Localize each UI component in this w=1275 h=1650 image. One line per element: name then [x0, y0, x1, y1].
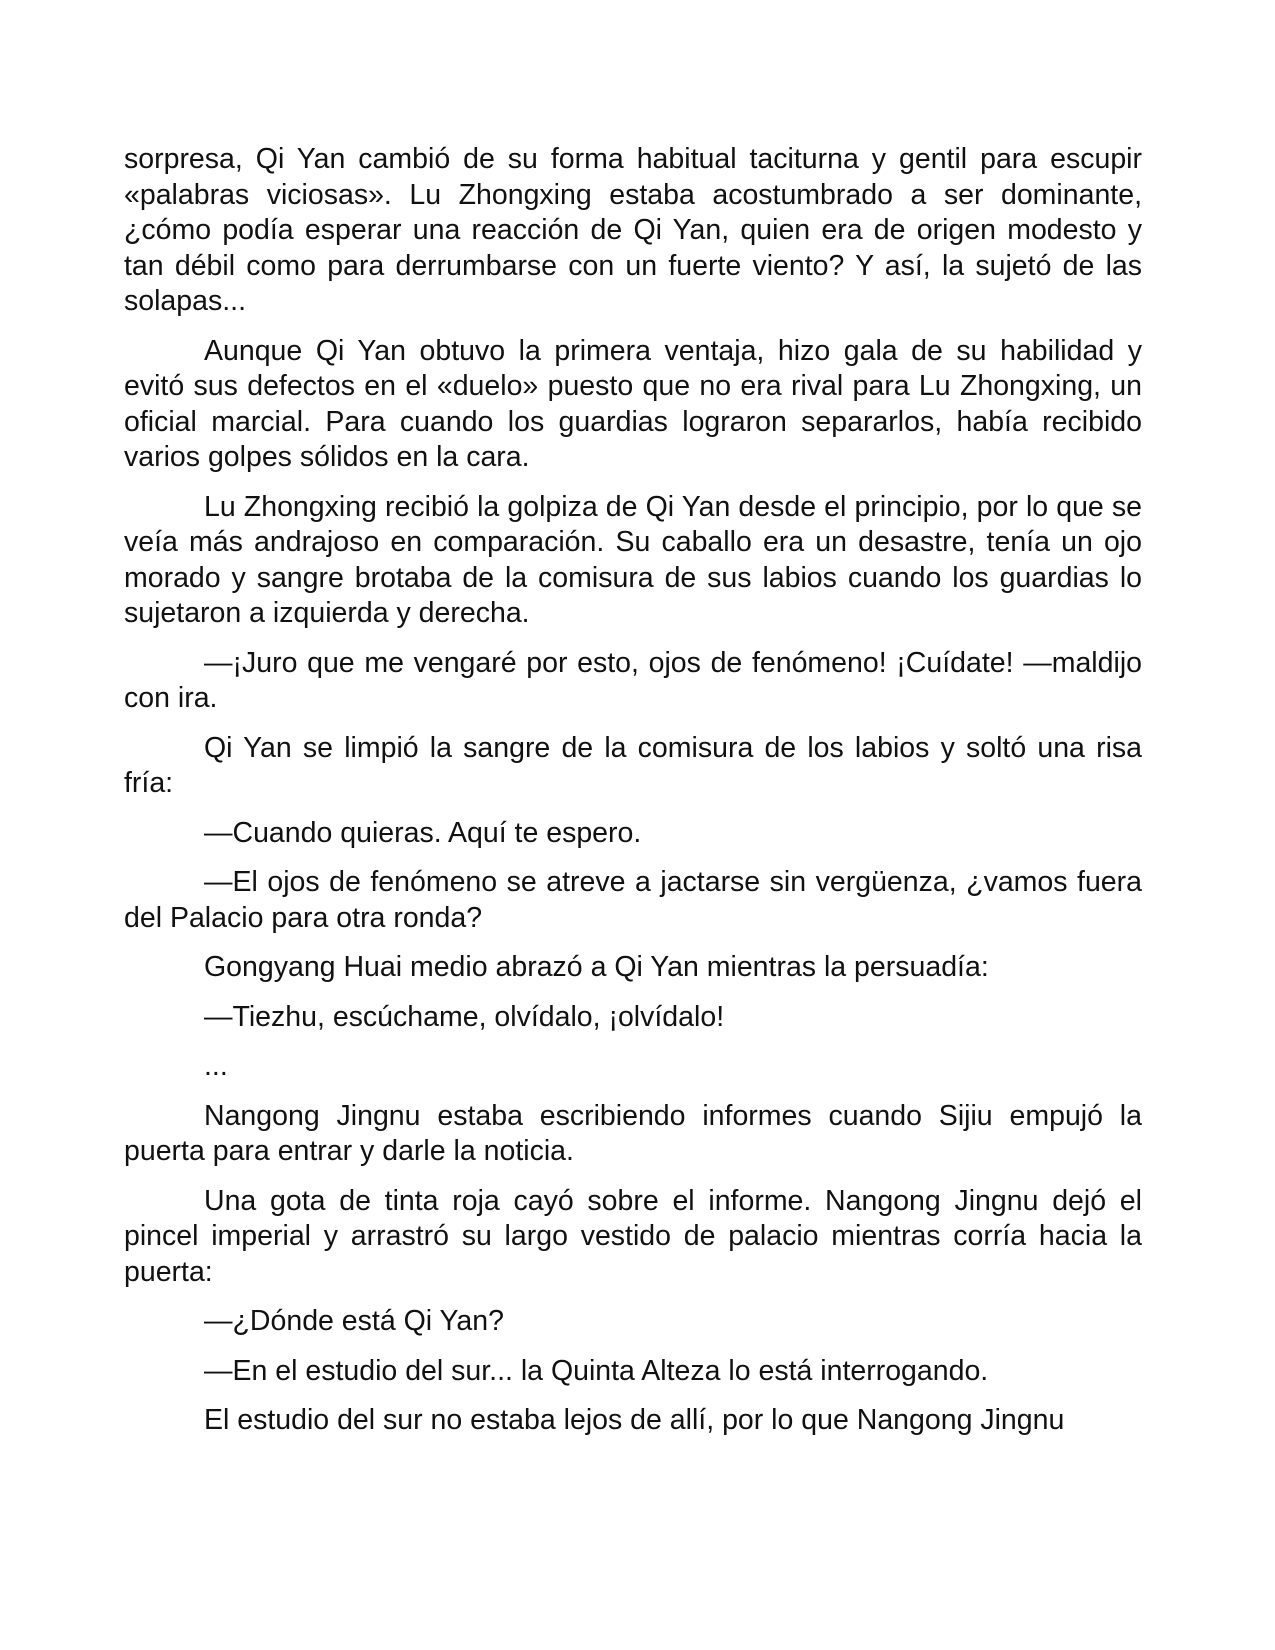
document-page	[124, 142, 1142, 1453]
paragraph: sorpresa, Qi Yan cambió de su forma habitual taciturna y gentil para escupir «palabras viciosas». Lu Zhongxing estaba acostumbrado a ser dominante, ¿cómo podía esperar una reacción de Qi Yan, quien era de origen modesto y tan débil como para derrumbarse con un fuerte viento? Y así, la sujetó de las solapas...	[124, 143, 1142, 317]
paragraph: Nangong Jingnu estaba escribiendo informes cuando Sijiu empujó la puerta para entrar y darle la noticia.	[124, 1099, 1142, 1167]
paragraph-ellipsis: ...	[204, 1050, 228, 1082]
paragraph: Lu Zhongxing recibió la golpiza de Qi Yan desde el principio, por lo que se veía más andrajoso en comparación. Su caballo era un desastre, tenía un ojo morado y sangre brotaba de la comisura de sus labios cuando los guardias lo sujetaron a izquierda y derecha.	[124, 490, 1142, 629]
paragraph: Gongyang Huai medio abrazó a Qi Yan mientras la persuadía:	[204, 951, 989, 983]
paragraph: El estudio del sur no estaba lejos de allí, por lo que Nangong Jingnu	[204, 1404, 1065, 1436]
paragraph: —Cuando quieras. Aquí te espero.	[204, 816, 642, 849]
paragraph: Una gota de tinta roja cayó sobre el informe. Nangong Jingnu dejó el pincel imperial y arrastró su largo vestido de palacio mientras corría hacia la puerta:	[124, 1184, 1142, 1288]
paragraph: —¿Dónde está Qi Yan?	[204, 1305, 504, 1337]
paragraph: —El ojos de fenómeno se atreve a jactarse sin vergüenza, ¿vamos fuera del Palacio para otra ronda?	[124, 866, 1142, 934]
paragraph: Qi Yan se limpió la sangre de la comisura de los labios y soltó una risa fría:	[124, 731, 1142, 799]
paragraph: —¡Juro que me vengaré por esto, ojos de fenómeno! ¡Cuídate! —maldijo con ira.	[124, 646, 1142, 714]
paragraph: Aunque Qi Yan obtuvo la primera ventaja, hizo gala de su habilidad y evitó sus defectos en el «duelo» puesto que no era rival para Lu Zhongxing, un oficial marcial. Para cuando los guardias lograron separarlos, había recibido varios golpes sólidos en la cara.	[124, 334, 1142, 473]
paragraph: —En el estudio del sur... la Quinta Alteza lo está interrogando.	[204, 1354, 989, 1387]
paragraph: —Tiezhu, escúchame, olvídalo, ¡olvídalo!	[204, 1000, 725, 1033]
